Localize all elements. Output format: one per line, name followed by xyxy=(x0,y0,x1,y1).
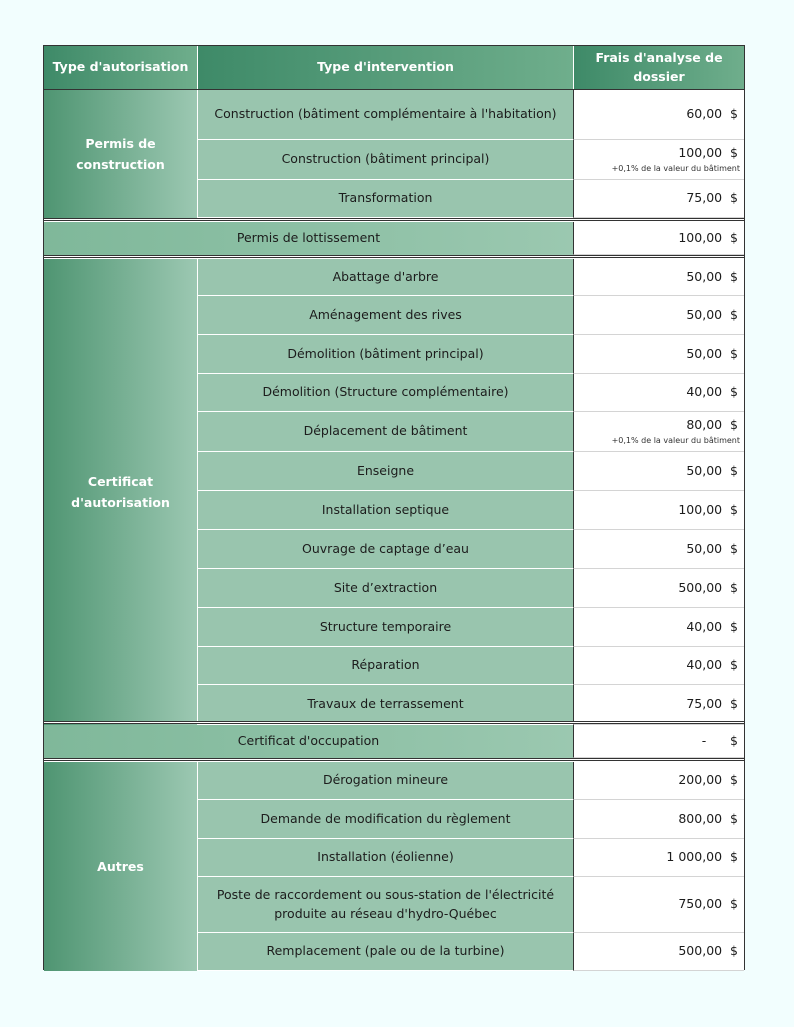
fee-amount: 40,00 $ xyxy=(686,657,738,673)
group-divider xyxy=(44,255,744,258)
fee-cell xyxy=(573,530,744,569)
fee-cell xyxy=(573,90,744,140)
intervention-cell: Abattage d'arbre xyxy=(197,259,573,296)
authorization-type-cell: Autres xyxy=(44,762,197,971)
intervention-cell: Construction (bâtiment complémentaire à l'habitation) xyxy=(197,90,573,140)
fee-cell xyxy=(573,259,744,296)
fee-cell xyxy=(573,762,744,800)
fee-amount: 200,00 $ xyxy=(678,772,738,788)
intervention-cell: Ouvrage de captage d’eau xyxy=(197,530,573,569)
fee-cell xyxy=(573,933,744,971)
group-divider xyxy=(44,758,744,761)
authorization-type-merged-cell: Permis de lottissement xyxy=(44,222,573,255)
fee-amount: 75,00 $ xyxy=(686,696,738,712)
intervention-cell: Poste de raccordement ou sous-station de l'électricité produite au réseau d'hydro-Québec xyxy=(197,877,573,933)
fee-amount: 500,00 $ xyxy=(678,943,738,959)
fee-amount: 800,00 $ xyxy=(678,810,738,826)
fee-amount: 1 000,00 $ xyxy=(666,849,738,865)
fee-cell xyxy=(573,412,744,452)
fee-amount: 50,00 $ xyxy=(686,268,738,284)
intervention-cell: Démolition (Structure complémentaire) xyxy=(197,374,573,412)
intervention-cell: Réparation xyxy=(197,647,573,685)
fee-cell xyxy=(573,374,744,412)
fee-cell xyxy=(573,608,744,647)
fee-note: +0,1% de la valeur du bâtiment xyxy=(611,436,740,446)
intervention-cell: Déplacement de bâtiment xyxy=(197,412,573,452)
fee-cell xyxy=(573,491,744,530)
intervention-cell: Installation septique xyxy=(197,491,573,530)
intervention-cell: Démolition (bâtiment principal) xyxy=(197,335,573,374)
intervention-cell: Travaux de terrassement xyxy=(197,685,573,725)
fee-cell xyxy=(573,140,744,180)
fee-cell xyxy=(573,222,744,255)
fee-amount: - $ xyxy=(701,732,738,748)
fee-amount: 80,00 $ xyxy=(686,417,738,433)
intervention-cell: Transformation xyxy=(197,180,573,218)
fee-amount: 50,00 $ xyxy=(686,540,738,556)
fee-amount: 40,00 $ xyxy=(686,618,738,634)
authorization-type-merged-cell: Certificat d'occupation xyxy=(44,725,573,758)
fee-amount: 75,00 $ xyxy=(686,190,738,206)
fee-cell xyxy=(573,180,744,218)
header-analysis-fee: Frais d'analyse de dossier xyxy=(573,46,744,89)
group-divider xyxy=(44,721,744,724)
fee-amount: 50,00 $ xyxy=(686,462,738,478)
header-divider xyxy=(44,89,744,90)
group-divider xyxy=(44,218,744,221)
fee-cell xyxy=(573,685,744,725)
fee-amount: 100,00 $ xyxy=(678,229,738,245)
intervention-cell: Site d’extraction xyxy=(197,569,573,608)
intervention-cell: Installation (éolienne) xyxy=(197,839,573,877)
fee-cell xyxy=(573,725,744,758)
fee-cell xyxy=(573,800,744,839)
fee-cell xyxy=(573,647,744,685)
fee-cell xyxy=(573,452,744,491)
fee-cell xyxy=(573,839,744,877)
intervention-cell: Dérogation mineure xyxy=(197,762,573,800)
intervention-cell: Construction (bâtiment principal) xyxy=(197,140,573,180)
intervention-cell: Remplacement (pale ou de la turbine) xyxy=(197,933,573,971)
fee-cell xyxy=(573,877,744,933)
fee-note: +0,1% de la valeur du bâtiment xyxy=(611,164,740,174)
fee-amount: 50,00 $ xyxy=(686,345,738,361)
header-authorization-type: Type d'autorisation xyxy=(44,46,197,89)
fee-cell xyxy=(573,569,744,608)
fee-amount: 100,00 $ xyxy=(678,501,738,517)
fee-amount: 50,00 $ xyxy=(686,306,738,322)
intervention-cell: Aménagement des rives xyxy=(197,296,573,335)
intervention-cell: Enseigne xyxy=(197,452,573,491)
fee-amount: 100,00 $ xyxy=(678,145,738,161)
fee-cell xyxy=(573,335,744,374)
fee-amount: 40,00 $ xyxy=(686,384,738,400)
fee-cell xyxy=(573,296,744,335)
header-intervention-type: Type d'intervention xyxy=(197,46,573,89)
authorization-type-cell: Permis de construction xyxy=(44,90,197,218)
fee-amount: 60,00 $ xyxy=(686,106,738,122)
intervention-cell: Demande de modification du règlement xyxy=(197,800,573,839)
intervention-cell: Structure temporaire xyxy=(197,608,573,647)
fee-amount: 500,00 $ xyxy=(678,579,738,595)
authorization-type-cell: Certificat d'autorisation xyxy=(44,259,197,725)
fee-amount: 750,00 $ xyxy=(678,896,738,912)
fees-table xyxy=(43,45,745,970)
